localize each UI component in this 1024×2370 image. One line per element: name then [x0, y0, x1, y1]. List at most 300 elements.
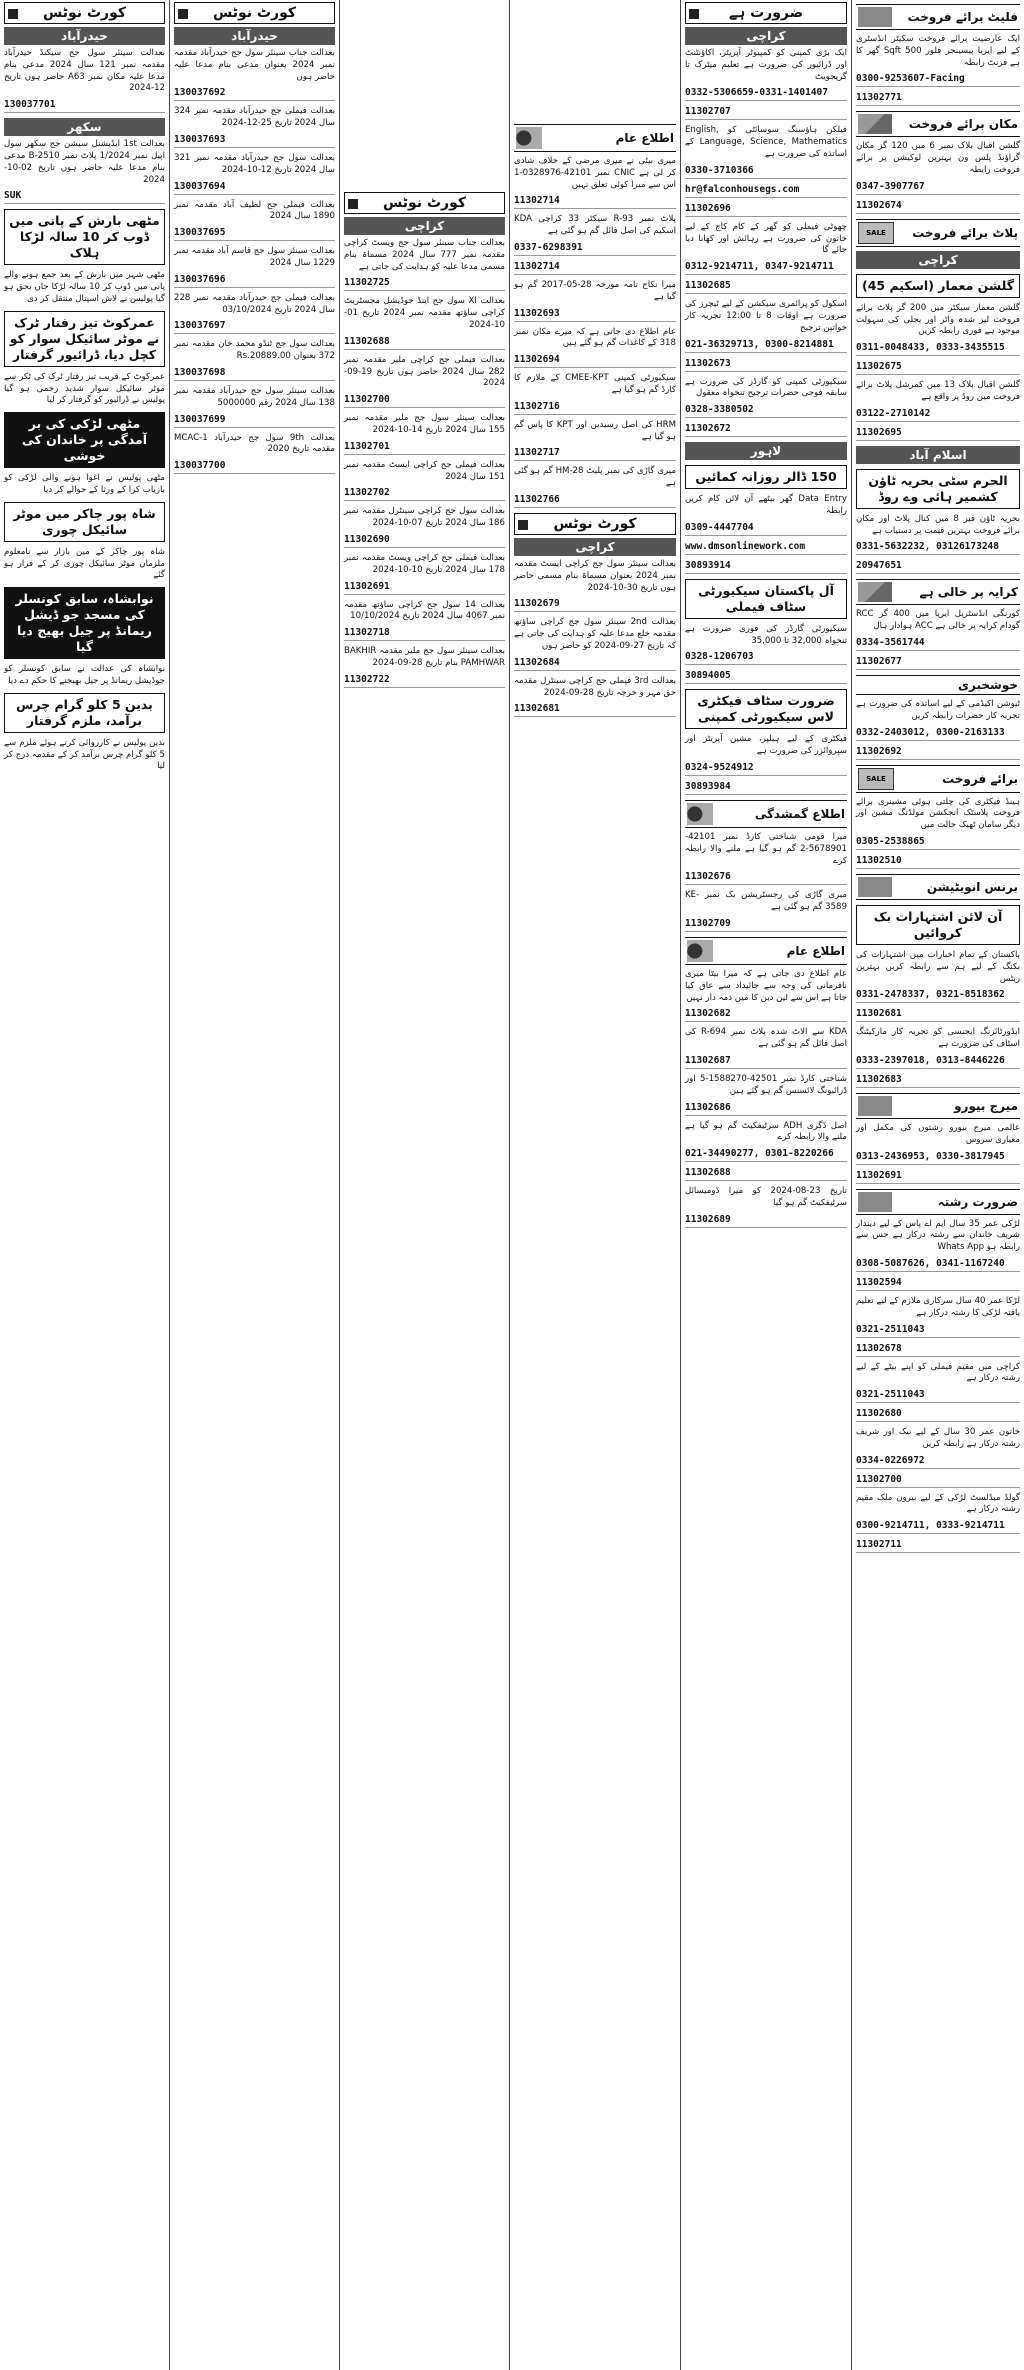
classified-ad	[344, 646, 505, 670]
ad-code: 11302692	[856, 746, 1020, 760]
category-title: اطلاع عام	[615, 131, 674, 145]
ad-phone: 0331-5632232, 03126173248	[856, 541, 1020, 555]
ad-code: 11302678	[856, 1343, 1020, 1357]
city-label: کراچی	[344, 217, 505, 235]
classified-ad	[344, 355, 505, 390]
ad-code: 11302675	[856, 361, 1020, 375]
ad-code: 11302676	[685, 871, 847, 885]
ad-text: بعدالت 3rd فیملی جج کراچی سینٹرل مقدمہ حق مہر و خرچہ تاریخ 28-09-2024	[514, 675, 676, 698]
category-title: اطلاع گمشدگی	[754, 806, 845, 821]
category-title: مکان برائے فروخت	[908, 117, 1018, 132]
classified-ad	[856, 609, 1020, 633]
classified-ad	[174, 246, 335, 270]
classified-ad	[514, 373, 676, 397]
classified-ad	[174, 106, 335, 130]
classified-ad	[514, 420, 676, 444]
ad-text: اسکول کو پرائمری سیکشن کے لیے ٹیچرز کی ضرورت ہے اوقات 8 تا 12:00 تجربہ کار خواتین ترجیح	[685, 299, 847, 333]
classified-ad	[856, 1362, 1020, 1386]
ad-phone: 0313-2436953, 0330-3817945	[856, 1151, 1020, 1165]
classified-ad	[685, 969, 847, 1004]
classified-ad	[174, 153, 335, 177]
ad-code: 11302722	[344, 674, 505, 688]
classified-ad	[4, 48, 165, 95]
classified-ad	[856, 1427, 1020, 1451]
classified-ad	[685, 1074, 847, 1098]
city-label: کراچی	[856, 251, 1020, 269]
ad-text: بعدالت فیملی جج کراچی ملیر مقدمہ نمبر 282 سال 2024 حاضر ہوں تاریخ 19-09-2024	[344, 354, 505, 389]
ad-code: 11302687	[685, 1055, 847, 1069]
ad-code: 30894005	[685, 670, 847, 684]
category-public-notice	[514, 124, 676, 152]
ad-phone: 0312-9214711, 0347-9214711	[685, 261, 847, 275]
ad-code: 11302689	[685, 1214, 847, 1228]
ad-text: فیکٹری کے لیے ہیلپر، مشین آپریٹر اور سپروائزر کی ضرورت ہے	[685, 734, 847, 757]
ad-code: 11302714	[514, 195, 676, 209]
news-headline: نوابشاہ، سابق کونسلر کی مسجد جو ڈیشل ریمانڈ پر جیل بھیج دیا گیا	[4, 587, 165, 659]
ad-headline: 150 ڈالر روزانہ کمائیں	[685, 465, 847, 489]
ad-text: عام اطلاع دی جاتی ہے کہ میرے مکان نمبر 318 کے کاغذات گم ہو گئے ہیں	[514, 326, 676, 349]
ad-text: بعدالت XI سول جج اینڈ جوڈیشل مجسٹریٹ کراچی ساؤتھ مقدمہ نمبر 2024 تاریخ 01-10-2024	[344, 296, 505, 330]
ad-text: لڑکی عمر 35 سال ایم اے پاس کے لیے دیندار شریف خاندان سے رشتہ درکار ہے جس سے رابطہ ہو Whats App	[856, 1218, 1021, 1253]
ad-code: 11302688	[344, 336, 505, 350]
ad-phone: 0300-9253607-Facing	[856, 73, 1020, 87]
news-body	[4, 473, 165, 497]
section-title: کورٹ نوٹس	[212, 5, 296, 21]
news-body	[4, 547, 165, 582]
ad-text: لڑکا عمر 40 سال سرکاری ملازم کے لیے تعلیم یافتہ لڑکی کا رشتہ درکار ہے	[856, 1295, 1020, 1318]
ad-headline: الحرم سٹی بحریہ ٹاؤن کشمیر ہائی وے روڈ	[856, 469, 1020, 509]
classified-ad	[856, 1493, 1020, 1517]
ad-code: 11302672	[685, 423, 847, 437]
ad-code: 130037694	[174, 181, 335, 195]
megaphone-icon	[516, 127, 542, 149]
ad-code: 11302771	[856, 92, 1020, 106]
ad-code: 30893984	[685, 781, 847, 795]
category-business-invitation	[856, 874, 1020, 900]
ad-text: عام اطلاع دی جاتی ہے کہ میرا بیٹا میری نافرمانی کی وجہ سے جائیداد سے عاق کیا جاتا ہے اس سے لین دین کا میں ذمہ دار نہیں	[685, 968, 847, 1003]
ad-phone: 0337-6298391	[514, 242, 676, 256]
classified-ad	[174, 386, 335, 410]
ad-code: 11302677	[856, 656, 1020, 670]
classified-ad	[856, 1296, 1020, 1320]
ad-code: 130037701	[4, 99, 165, 113]
classified-ad	[856, 950, 1020, 985]
category-lost	[685, 800, 847, 828]
news-body	[4, 738, 165, 773]
megaphone-icon	[687, 940, 713, 962]
ad-headline: آل پاکستان سیکیورٹی سٹاف فیملی	[685, 579, 847, 619]
section-title: کورٹ نوٹس	[382, 195, 466, 211]
rings-icon	[858, 1192, 892, 1212]
classified-ad	[514, 156, 676, 191]
for-sale-sign-icon: SALE	[858, 768, 894, 790]
classified-ad	[514, 280, 676, 304]
square-icon	[8, 9, 18, 19]
ad-phone: 0305-2538865	[856, 836, 1020, 850]
ad-code: 11302679	[514, 598, 676, 612]
news-body	[4, 270, 165, 305]
section-header	[174, 2, 335, 24]
section-title: کورٹ نوٹس	[42, 5, 126, 21]
classified-ad	[685, 222, 847, 257]
ad-code: 11302717	[514, 447, 676, 461]
ad-text: میرا نکاح نامہ مورخہ 28-05-2017 گم ہو گیا ہے	[514, 279, 676, 302]
classified-ad	[344, 413, 505, 437]
classified-ad	[856, 34, 1020, 69]
classified-ad	[174, 433, 335, 457]
classified-ad	[514, 466, 676, 490]
news-text: شاہ پور چاکر کے مین بازار سے نامعلوم ملزمان موٹر سائیکل چوری کر کے فرار ہو گئے	[4, 546, 165, 581]
ad-text: ایک بڑی کمپنی کو کمپیوٹر آپریٹر، اکاؤنٹنٹ اور ڈرائیور کی ضرورت ہے تعلیم میٹرک تا گریجویٹ	[685, 48, 847, 82]
ad-phone: 0331-2478337, 0321-8518362	[856, 989, 1020, 1003]
category-title: برنس انویٹیشن	[926, 879, 1018, 894]
ad-phone: 0328-1206703	[685, 651, 847, 665]
news-headline: عمرکوٹ تیز رفتار ٹرک نے موٹر سائیکل سوار کو کچل دیا، ڈرائیور گرفتار	[4, 311, 165, 367]
ad-code: 11302690	[344, 534, 505, 548]
ad-code: 130037698	[174, 367, 335, 381]
city-label: لاہور	[685, 442, 847, 460]
news-text: نوابشاہ کی عدالت نے سابق کونسلر کو جوڈیشل ریمانڈ پر جیل بھیجنے کا حکم دے دیا	[4, 664, 165, 686]
ad-code: 11302673	[685, 358, 847, 372]
column-property	[852, 0, 1024, 2370]
ad-code: 11302594	[856, 1277, 1020, 1291]
ad-code: 11302701	[344, 441, 505, 455]
ad-text: سیکیورٹی کمپنی کو گارڈز کی ضرورت ہے سابقہ فوجی حضرات ترجیح تنخواہ معقول	[685, 376, 847, 399]
ad-text: بعدالت فیملی جج لطیف آباد مقدمہ نمبر 1890 سال 2024	[174, 199, 335, 222]
ad-text: HRM کی اصل رسیدیں اور KPT کا پاس گم ہو گیا ہے	[514, 419, 676, 442]
classified-ad	[856, 1027, 1020, 1051]
megaphone-icon	[687, 803, 713, 825]
ad-text: عالمی میرج بیورو رشتوں کی مکمل اور معیاری سروس	[856, 1122, 1020, 1145]
column-divider	[851, 0, 852, 2370]
ad-text: پلاٹ نمبر R-93 سیکٹر 33 کراچی KDA اسکیم کی اصل فائل گم ہو گئی ہے	[514, 214, 676, 237]
ad-code: 11302686	[685, 1102, 847, 1116]
ad-code: 130037699	[174, 414, 335, 428]
classified-ad	[514, 617, 676, 652]
column-news	[0, 0, 169, 2370]
ad-code: 20947651	[856, 560, 1020, 574]
classified-ad	[344, 553, 505, 577]
house-icon	[858, 582, 892, 602]
ad-code: 130037697	[174, 320, 335, 334]
classified-ad	[514, 676, 676, 700]
news-text: مٹھی شہر میں بارش کے بعد جمع ہونے والے پانی میں ڈوب کر 10 سالہ لڑکا جاں بحق ہو گیا پولیس نے لاش اسپتال منتقل کر دی	[4, 270, 165, 304]
category-rishta	[856, 1189, 1020, 1215]
classified-ad	[685, 1121, 847, 1145]
category-title: اطلاع عام	[786, 943, 845, 958]
city-label: کراچی	[685, 27, 847, 45]
ad-headline: گلشن معمار (اسکیم 45)	[856, 274, 1020, 298]
ad-text: بعدالت 1st ایڈیشنل سیشن جج سکھر سول اپیل نمبر 1/2024 پلاٹ نمبر B-2510 مدعی بنام مدعا علیہ حاضر ہوں تاریخ 02-10-2024	[4, 139, 165, 185]
column-divider	[509, 0, 510, 2370]
ad-code: 11302700	[856, 1474, 1020, 1488]
ad-code: 11302696	[685, 203, 847, 217]
ad-code: 11302711	[856, 1539, 1020, 1553]
category-title: ضرورت رشتہ	[937, 1194, 1018, 1209]
ad-text: بعدالت فیملی جج کراچی ویسٹ مقدمہ نمبر 178 سال 2024 تاریخ 10-10-2024	[344, 552, 505, 575]
for-sale-sign-icon: SALE	[858, 222, 894, 244]
ad-text: شناختی کارڈ نمبر 42501-1588270-5 اور ڈرائیونگ لائسنس گم ہو گئے ہیں	[685, 1073, 848, 1096]
rings-icon	[858, 1096, 892, 1116]
ad-code: 130037695	[174, 227, 335, 241]
ad-text: بعدالت سینئر سول جج ملیر مقدمہ نمبر 155 سال 2024 تاریخ 14-10-2024	[344, 413, 505, 435]
ad-text: میری گاڑی کی نمبر پلیٹ HM-28 گم ہو گئی ہے	[514, 466, 676, 489]
classified-ad	[685, 299, 847, 334]
ad-text: بعدالت جناب سینئر سول جج حیدرآباد مقدمہ نمبر 2024 بعنوان مدعی بنام مدعا علیہ حاضر ہوں	[174, 48, 335, 82]
ad-text: KDA سے الاٹ شدہ پلاٹ نمبر R-694 کی اصل فائل گم ہو گئی ہے	[685, 1027, 847, 1050]
ad-text: چھوٹی فیملی کو گھر کے کام کاج کے لیے خاتون کی ضرورت ہے رہائش اور کھانا دیا جائے گا	[685, 221, 847, 256]
news-text: بدین پولیس نے کارروائی کرتے ہوئے ملزم سے 5 کلو گرام چرس برآمد کر کے مقدمہ درج کر لیا	[4, 737, 165, 772]
classified-ad	[685, 832, 847, 867]
ad-text: میرا قومی شناختی کارڈ نمبر 42101-5678901-2 گم ہو گیا ہے ملنے والا رابطہ کرے	[685, 831, 847, 866]
ad-text: گلشن اقبال بلاک 13 میں کمرشل پلاٹ برائے فروخت مین روڈ پر واقع ہے	[856, 380, 1020, 402]
ad-text: بعدالت سینئر سول جج کراچی ایسٹ مقدمہ نمبر 2024 بعنوان مسماۃ بنام مسمی حاضر ہوں تاریخ 30-10-2024	[514, 558, 676, 593]
classified-ad	[685, 1027, 847, 1051]
ad-text: بعدالت فیملی جج حیدرآباد مقدمہ نمبر 324 سال 2024 تاریخ 25-12-2024	[174, 106, 335, 129]
classified-ad	[344, 506, 505, 530]
category-house-sale	[856, 111, 1020, 137]
ad-text: بعدالت سول جج کراچی سینٹرل مقدمہ نمبر 186 سال 2024 تاریخ 07-10-2024	[344, 506, 505, 529]
ad-headline: ضرورت سٹاف فیکٹری لاس سیکیورٹی کمپنی	[685, 689, 847, 729]
ad-text: Data Entry گھر بیٹھے آن لائن کام کریں رابطہ	[685, 494, 847, 516]
ad-phone: 0300-9214711, 0333-9214711	[856, 1520, 1020, 1534]
ad-text: ٹیوشن اکیڈمی کے لیے اساتذہ کی ضرورت ہے تجربہ کار حضرات رابطہ کریں	[856, 698, 1020, 721]
ad-code: 11302725	[344, 277, 505, 291]
classified-ad	[344, 296, 505, 331]
ad-phone: 021-34490277, 0301-8220266	[685, 1148, 847, 1162]
section-title: ضرورت ہے	[728, 5, 804, 21]
category-title: کرایہ پر خالی ہے	[919, 585, 1018, 600]
ad-text: گلشن اقبال بلاک نمبر 6 میں 120 گز مکان گراؤنڈ پلس ون بہترین لوکیشن پر برائے فروخت رابطہ	[856, 141, 1021, 175]
ad-phone: 0321-2511043	[856, 1324, 1020, 1338]
ad-text: بعدالت 2nd سینئر سول جج کراچی ساؤتھ مقدمہ خلع مدعا علیہ کو ہدایت کی جاتی ہے کہ تاریخ 27-09-2024 کو حاضر ہوں	[514, 617, 676, 651]
ad-code: 11302693	[514, 308, 676, 322]
news-headline: شاہ پور چاکر میں موٹر سائیکل چوری	[4, 502, 165, 542]
category-flat-sale	[856, 4, 1020, 30]
classified-ad	[174, 339, 335, 363]
news-body	[4, 372, 165, 407]
ad-text: میری بیٹی نے میری مرضی کے خلاف شادی کر لی ہے CNIC نمبر 42101-0328976-1 اس سے میرا کوئی تعلق نہیں	[514, 156, 676, 190]
ad-text: بعدالت 14 سول جج کراچی ساؤتھ مقدمہ نمبر 4067 سال 2024 تاریخ 10/10/2024	[344, 599, 505, 622]
ad-code: 11302685	[685, 280, 847, 294]
classified-ad	[174, 200, 335, 224]
ad-text: بعدالت سینئر سول جج حیدرآباد مقدمہ نمبر 138 سال 2024 رقم 5000000	[174, 385, 335, 408]
ad-code: 11302709	[685, 918, 847, 932]
ad-phone: 0308-5087626, 0341-1167240	[856, 1258, 1020, 1272]
ad-phone: 0321-2511043	[856, 1389, 1020, 1403]
section-header	[514, 513, 676, 535]
ad-code: 11302682	[685, 1008, 847, 1022]
classified-ad	[4, 139, 165, 186]
classified-ad	[856, 141, 1020, 176]
ad-phone: 0333-2397018, 0313-8446226	[856, 1055, 1020, 1069]
ad-text: بعدالت سول جج حیدرآباد مقدمہ نمبر 321 سال 2024 تاریخ 12-10-2024	[174, 152, 335, 175]
classified-ad	[174, 293, 335, 317]
handshake-icon	[858, 877, 892, 897]
news-headline: بدین 5 کلو گرام چرس برآمد، ملزم گرفتار	[4, 693, 165, 733]
square-icon	[689, 9, 699, 19]
column-court-karachi	[340, 0, 509, 2370]
ad-text: میری گاڑی کی رجسٹریشن بک نمبر KE-3589 گم ہو گئی ہے	[685, 890, 847, 913]
category-title: برائے فروخت	[942, 771, 1018, 786]
news-body	[4, 664, 165, 688]
ad-code: 11302691	[856, 1170, 1020, 1184]
ad-text: اصل ڈگری ADH سرٹیفکیٹ گم ہو گیا ہے ملنے والا رابطہ کرے	[685, 1120, 848, 1143]
square-icon	[178, 9, 188, 19]
classified-ad	[685, 494, 847, 518]
house-icon	[858, 114, 892, 134]
column-divider	[680, 0, 681, 2370]
classified-ad	[685, 734, 847, 758]
news-text: مٹھی پولیس نے اغوا ہونے والی لڑکی کو بازیاب کرا کے ورثا کے حوالے کر دیا	[4, 473, 165, 495]
city-label: حیدرآباد	[174, 27, 335, 45]
ad-text: ایڈورٹائزنگ ایجنسی کو تجربہ کار مارکیٹنگ اسٹاف کی ضرورت ہے	[856, 1027, 1020, 1050]
section-header	[4, 2, 165, 24]
ad-code: 11302680	[856, 1408, 1020, 1422]
ad-code: 11302688	[685, 1167, 847, 1181]
ad-code: 11302695	[856, 427, 1020, 441]
category-title: پلاٹ برائے فروخت	[912, 225, 1018, 240]
ad-text: گلشن معمار سیکٹر میں 200 گز پلاٹ برائے فروخت لیز شدہ واٹر اور بجلی کی سہولت موجود ہے فوری رابطہ کریں	[856, 302, 1021, 337]
classified-ad	[856, 380, 1020, 404]
building-icon	[858, 7, 892, 27]
ad-code: 130037693	[174, 134, 335, 148]
classified-ad	[856, 699, 1020, 723]
classified-ad	[174, 48, 335, 83]
ad-text: خاتون عمر 30 سال کے لیے نیک اور شریف رشتہ درکار ہے رابطہ کریں	[856, 1427, 1021, 1449]
news-headline: مٹھی لڑکی کی بر آمدگی پر خاندان کی خوشی	[4, 412, 165, 468]
section-header	[344, 192, 505, 214]
ad-text: بعدالت جناب سینئر سول جج ویسٹ کراچی مقدمہ نمبر 777 سال 2024 مسماۃ بنام مسمی مدعا علیہ کو ہدایت کی جاتی ہے	[344, 238, 506, 272]
section-header	[685, 2, 847, 24]
ad-phone: 0328-3380502	[685, 404, 847, 418]
ad-code: 11302718	[344, 627, 505, 641]
ad-code: 130037692	[174, 87, 335, 101]
ad-code: 11302681	[514, 703, 676, 717]
ad-text: کورنگی انڈسٹریل ایریا میں 400 گز RCC گودام کرایہ پر خالی ہے ACC ہوادار ہال	[856, 609, 1021, 632]
ad-phone: 0347-3907767	[856, 181, 1020, 195]
ad-text: بعدالت 9th سول جج حیدرآباد MCAC-1 مقدمہ تاریخ 2020	[174, 432, 335, 455]
ad-text: ہینڈ فیکٹری کی چلتی ہوئی مشینری برائے فروخت پلاسٹک انجکشن مولڈنگ مشین اور دیگر سامان ٹھیک حالت میں	[856, 796, 1020, 831]
category-plot-sale	[856, 219, 1020, 247]
classified-ad	[685, 48, 847, 83]
news-headline: مٹھی بارش کے پانی میں ڈوب کر 10 سالہ لڑکا ہلاک	[4, 209, 165, 265]
ad-code: 11302694	[514, 354, 676, 368]
ad-code: SUK	[4, 190, 165, 204]
ad-code: 11302716	[514, 401, 676, 415]
ad-phone: 0332-5306659-0331-1401407	[685, 87, 847, 101]
ad-code: 11302510	[856, 855, 1020, 869]
classified-ad	[514, 559, 676, 594]
ad-text: بحریہ ٹاؤن فیز 8 میں کنال پلاٹ اور مکان برائے فروخت بہترین قیمت پر دستیاب ہے	[856, 513, 1020, 536]
ad-text: پاکستان کے تمام اخبارات میں اشتہارات کی بکنگ کے لیے ہم سے رابطہ کریں بہترین ریٹس	[856, 949, 1020, 984]
ad-code: 130037700	[174, 460, 335, 474]
ad-text: بعدالت سینئر سول جج قاسم آباد مقدمہ نمبر 1229 سال 2024	[174, 246, 335, 268]
classified-ad	[514, 327, 676, 351]
ad-code: 11302683	[856, 1074, 1020, 1088]
city-label: حیدرآباد	[4, 27, 165, 45]
ad-code: 11302766	[514, 494, 676, 508]
column-jobs	[681, 0, 851, 2370]
ad-text: بعدالت فیملی جج کراچی ایسٹ مقدمہ نمبر 151 سال 2024	[344, 459, 505, 482]
ad-phone: 0334-0226972	[856, 1455, 1020, 1469]
square-icon	[518, 520, 528, 530]
ad-text: کراچی میں مقیم فیملی کو اپنے بیٹے کے لیے رشتہ درکار ہے	[856, 1361, 1020, 1384]
ad-code: 11302674	[856, 200, 1020, 214]
category-public-notice	[685, 937, 847, 965]
ad-phone: 0309-4447704	[685, 522, 847, 536]
ad-code: 11302691	[344, 581, 505, 595]
category-title: فلیٹ برائے فروخت	[907, 10, 1018, 24]
ad-code: 11302700	[344, 394, 505, 408]
ad-phone: 0334-3561744	[856, 637, 1020, 651]
classified-ad	[856, 303, 1020, 338]
ad-code: 11302684	[514, 657, 676, 671]
ad-phone: 0324-9524912	[685, 762, 847, 776]
ad-phone: 021-36329713, 0300-8214881	[685, 339, 847, 353]
ad-email: hr@falconhousegs.com	[685, 184, 847, 198]
ad-code: 11302707	[685, 106, 847, 120]
ad-text: بعدالت سینئر سول جج ملیر مقدمہ BAKHIR PAMHWAR بنام تاریخ 28-09-2024	[344, 646, 505, 668]
column-divider	[169, 0, 170, 2370]
ad-phone: 0330-3710366	[685, 165, 847, 179]
category-marriage-bureau	[856, 1093, 1020, 1119]
classified-ad	[344, 460, 505, 484]
classified-ad	[856, 797, 1020, 832]
ad-text: بعدالت سول جج ٹنڈو محمد خان مقدمہ نمبر 372 بعنوان Rs.20889.00	[174, 339, 335, 362]
classified-ad	[514, 214, 676, 238]
category-rent	[856, 579, 1020, 605]
ad-text: تاریخ 23-08-2024 کو میرا ڈومیسائل سرٹیفکیٹ گم ہو گیا	[685, 1186, 847, 1208]
classified-ad	[344, 600, 505, 624]
square-icon	[348, 199, 358, 209]
classified-ad	[856, 1123, 1020, 1147]
classified-ad	[685, 624, 847, 648]
ad-code: 11302714	[514, 261, 676, 275]
classified-ad	[344, 238, 505, 273]
ad-code: 30893914	[685, 560, 847, 574]
classified-ad	[685, 1186, 847, 1210]
ad-code: 11302681	[856, 1008, 1020, 1022]
ad-code: 11302702	[344, 487, 505, 501]
ad-website: www.dmsonlinework.com	[685, 541, 847, 555]
news-text: عمرکوٹ کے قریب تیز رفتار ٹرک کی ٹکر سے موٹر سائیکل سوار شدید زخمی ہو گیا پولیس نے ڈرائیور کو گرفتار کر لیا	[4, 371, 165, 406]
ad-text: ایک عارضیت برائے فروخت سکیٹر انڈسٹری کے لیے ایریا پیسینجر فلور 500 Sqft گھر کا ہے فرنٹ رابطہ	[856, 34, 1020, 68]
ad-text: بعدالت فیملی جج حیدرآباد مقدمہ نمبر 228 سال 2024 تاریخ 03/10/2024	[174, 292, 335, 315]
ad-text: بعدالت سینئر سول جج سیکنڈ حیدرآباد مقدمہ نمبر 121 سال 2024 مدعی بنام مدعا علیہ مکان نمبر A63 حاضر ہوں تاریخ 12-2024	[4, 48, 166, 94]
ad-code: 130037696	[174, 274, 335, 288]
column-notices	[510, 0, 680, 2370]
classified-ad	[685, 125, 847, 160]
column-divider	[339, 0, 340, 2370]
city-label: سکھر	[4, 118, 165, 136]
category-good-news	[856, 675, 1020, 695]
city-label: اسلام آباد	[856, 446, 1020, 464]
ad-phone: 0332-2403012, 0300-2163133	[856, 727, 1020, 741]
ad-text: فیلکن ہاؤسنگ سوسائٹی کو English, Language, Science, Mathematics کے اساتذہ کی ضرورت ہے	[685, 125, 847, 159]
classified-ad	[856, 514, 1020, 538]
ad-headline: آن لائن اشتہارات بک کروائیں	[856, 905, 1020, 945]
city-label: کراچی	[514, 538, 676, 556]
classified-ad	[685, 890, 847, 914]
section-title: کورٹ نوٹس	[553, 515, 637, 532]
ad-phone: 0311-0048433, 0333-3435515	[856, 342, 1020, 356]
ad-text: گولڈ میڈلسٹ لڑکی کے لیے بیرون ملک مقیم رشتہ درکار ہے	[856, 1492, 1020, 1515]
category-title: میرج بیورو	[954, 1098, 1018, 1113]
ad-text: سیکیورٹی کمپنی CMEE-KPT کے ملازم کا کارڈ گم ہو گیا ہے	[514, 373, 677, 395]
classified-ad	[685, 377, 847, 401]
category-title: خوشخبری	[958, 677, 1018, 692]
